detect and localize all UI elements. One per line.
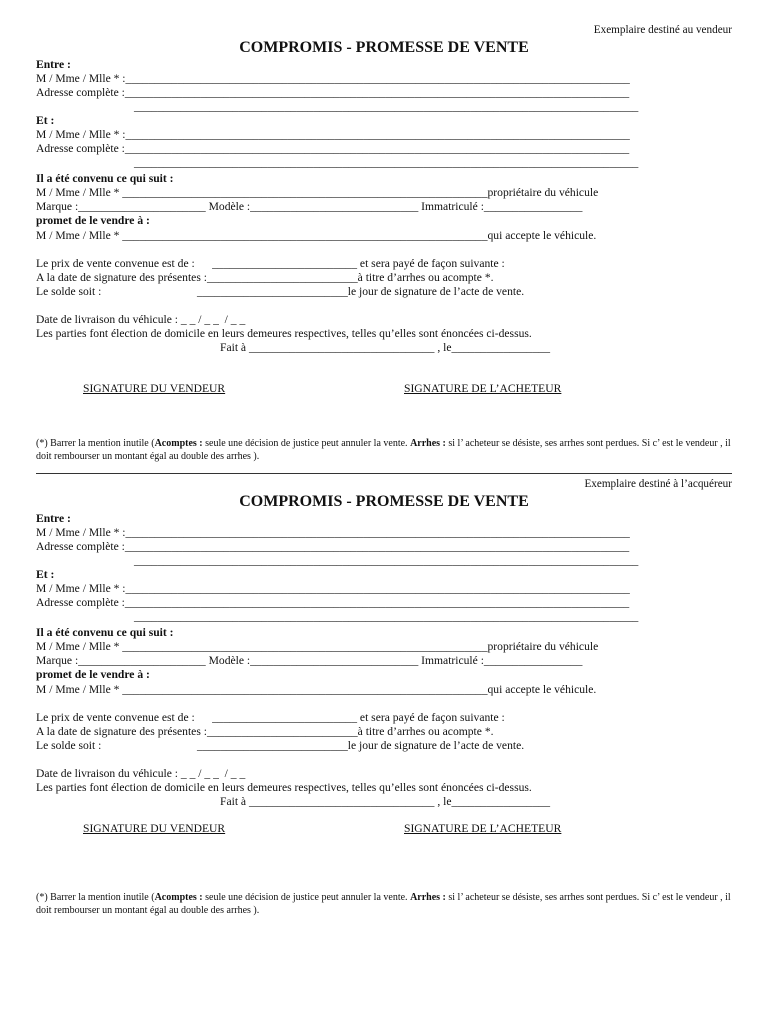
domicile-text: Les parties font élection de domicile en leurs demeures respectives, telles qu’elles sont énoncées ci-dessus. [36, 327, 532, 340]
promet-label: promet de le vendre à : [36, 214, 150, 227]
et-label: Et : [36, 568, 55, 581]
balance-field[interactable]: Le solde soit : __________________________le jour de signature de l’acte de vente. [36, 285, 525, 298]
signature-buyer-label: SIGNATURE DE L’ACHETEUR [404, 822, 562, 835]
deposit-field[interactable]: A la date de signature des présentes :__________________________à titre d’arrhes ou acompte *. [36, 725, 494, 738]
acquirer-field[interactable]: M / Mme / Mlle * _______________________________________________________________qui accepte le véhicule. [36, 683, 597, 696]
promet-label: promet de le vendre à : [36, 668, 150, 681]
form-seller-copy [0, 0, 768, 470]
buyer-name-field[interactable]: M / Mme / Mlle * :_______________________________________________________________________________________ [36, 128, 630, 141]
seller-name-field[interactable]: M / Mme / Mlle * :_______________________________________________________________________________________ [36, 72, 630, 85]
vehicle-field[interactable]: Marque :______________________ Modèle :_____________________________ Immatriculé :_________________ [36, 200, 583, 213]
buyer-address-line2[interactable]: _______________________________________________________________________________________ [134, 610, 639, 623]
form-title: COMPROMIS - PROMESSE DE VENTE [239, 493, 529, 510]
fait-field[interactable]: Fait à ________________________________ , le_________________ [220, 795, 551, 808]
fait-field[interactable]: Fait à ________________________________ , le_________________ [220, 341, 551, 354]
form-buyer-copy [0, 454, 768, 924]
deposit-field[interactable]: A la date de signature des présentes :__________________________à titre d’arrhes ou acompte *. [36, 271, 494, 284]
buyer-address-line2[interactable]: _______________________________________________________________________________________ [134, 156, 639, 169]
owner-field[interactable]: M / Mme / Mlle * _______________________________________________________________propriétaire du véhicule [36, 186, 599, 199]
buyer-name-field[interactable]: M / Mme / Mlle * :_______________________________________________________________________________________ [36, 582, 630, 595]
et-label: Et : [36, 114, 55, 127]
domicile-text: Les parties font élection de domicile en leurs demeures respectives, telles qu’elles sont énoncées ci-dessus. [36, 781, 532, 794]
form-title: COMPROMIS - PROMESSE DE VENTE [239, 39, 529, 56]
footnote: (*) Barrer la mention inutile (Acomptes : seule une décision de justice peut annuler la vente. Arrhes : si l’ acheteur se désiste, ses arrhes sont perdues. Si c’ est le vendeur , il doit rembourser un montant égal au double des arrhes ). [36, 892, 731, 916]
seller-name-field[interactable]: M / Mme / Mlle * :_______________________________________________________________________________________ [36, 526, 630, 539]
signature-buyer-label: SIGNATURE DE L’ACHETEUR [404, 382, 562, 395]
copy-label: Exemplaire destiné au vendeur [593, 24, 732, 36]
seller-address-line2[interactable]: _______________________________________________________________________________________ [134, 100, 639, 113]
seller-address-field[interactable]: Adresse complète :_______________________________________________________________________________________ [36, 540, 630, 553]
convenu-label: Il a été convenu ce qui suit : [36, 626, 174, 639]
price-field[interactable]: Le prix de vente convenue est de : _________________________ et sera payé de façon suivante : [36, 711, 505, 724]
entre-label: Entre : [36, 58, 71, 71]
price-field[interactable]: Le prix de vente convenue est de : _________________________ et sera payé de façon suivante : [36, 257, 505, 270]
balance-field[interactable]: Le solde soit : __________________________le jour de signature de l’acte de vente. [36, 739, 525, 752]
owner-field[interactable]: M / Mme / Mlle * _______________________________________________________________propriétaire du véhicule [36, 640, 599, 653]
vehicle-field[interactable]: Marque :______________________ Modèle :_____________________________ Immatriculé :_________________ [36, 654, 583, 667]
signature-seller-label: SIGNATURE DU VENDEUR [83, 822, 226, 835]
entre-label: Entre : [36, 512, 71, 525]
buyer-address-field[interactable]: Adresse complète :_______________________________________________________________________________________ [36, 142, 630, 155]
acquirer-field[interactable]: M / Mme / Mlle * _______________________________________________________________qui accepte le véhicule. [36, 229, 597, 242]
delivery-date-field[interactable]: Date de livraison du véhicule : _ _ / _ _ / _ _ [36, 767, 246, 780]
convenu-label: Il a été convenu ce qui suit : [36, 172, 174, 185]
seller-address-line2[interactable]: _______________________________________________________________________________________ [134, 554, 639, 567]
delivery-date-field[interactable]: Date de livraison du véhicule : _ _ / _ _ / _ _ [36, 313, 246, 326]
buyer-address-field[interactable]: Adresse complète :_______________________________________________________________________________________ [36, 596, 630, 609]
copy-label: Exemplaire destiné à l’acquéreur [584, 478, 732, 490]
signature-seller-label: SIGNATURE DU VENDEUR [83, 382, 226, 395]
footnote: (*) Barrer la mention inutile (Acomptes : seule une décision de justice peut annuler la vente. Arrhes : si l’ acheteur se désiste, ses arrhes sont perdues. Si c’ est le vendeur , il doit rembourser un montant égal au double des arrhes ). [36, 438, 731, 462]
seller-address-field[interactable]: Adresse complète :_______________________________________________________________________________________ [36, 86, 630, 99]
